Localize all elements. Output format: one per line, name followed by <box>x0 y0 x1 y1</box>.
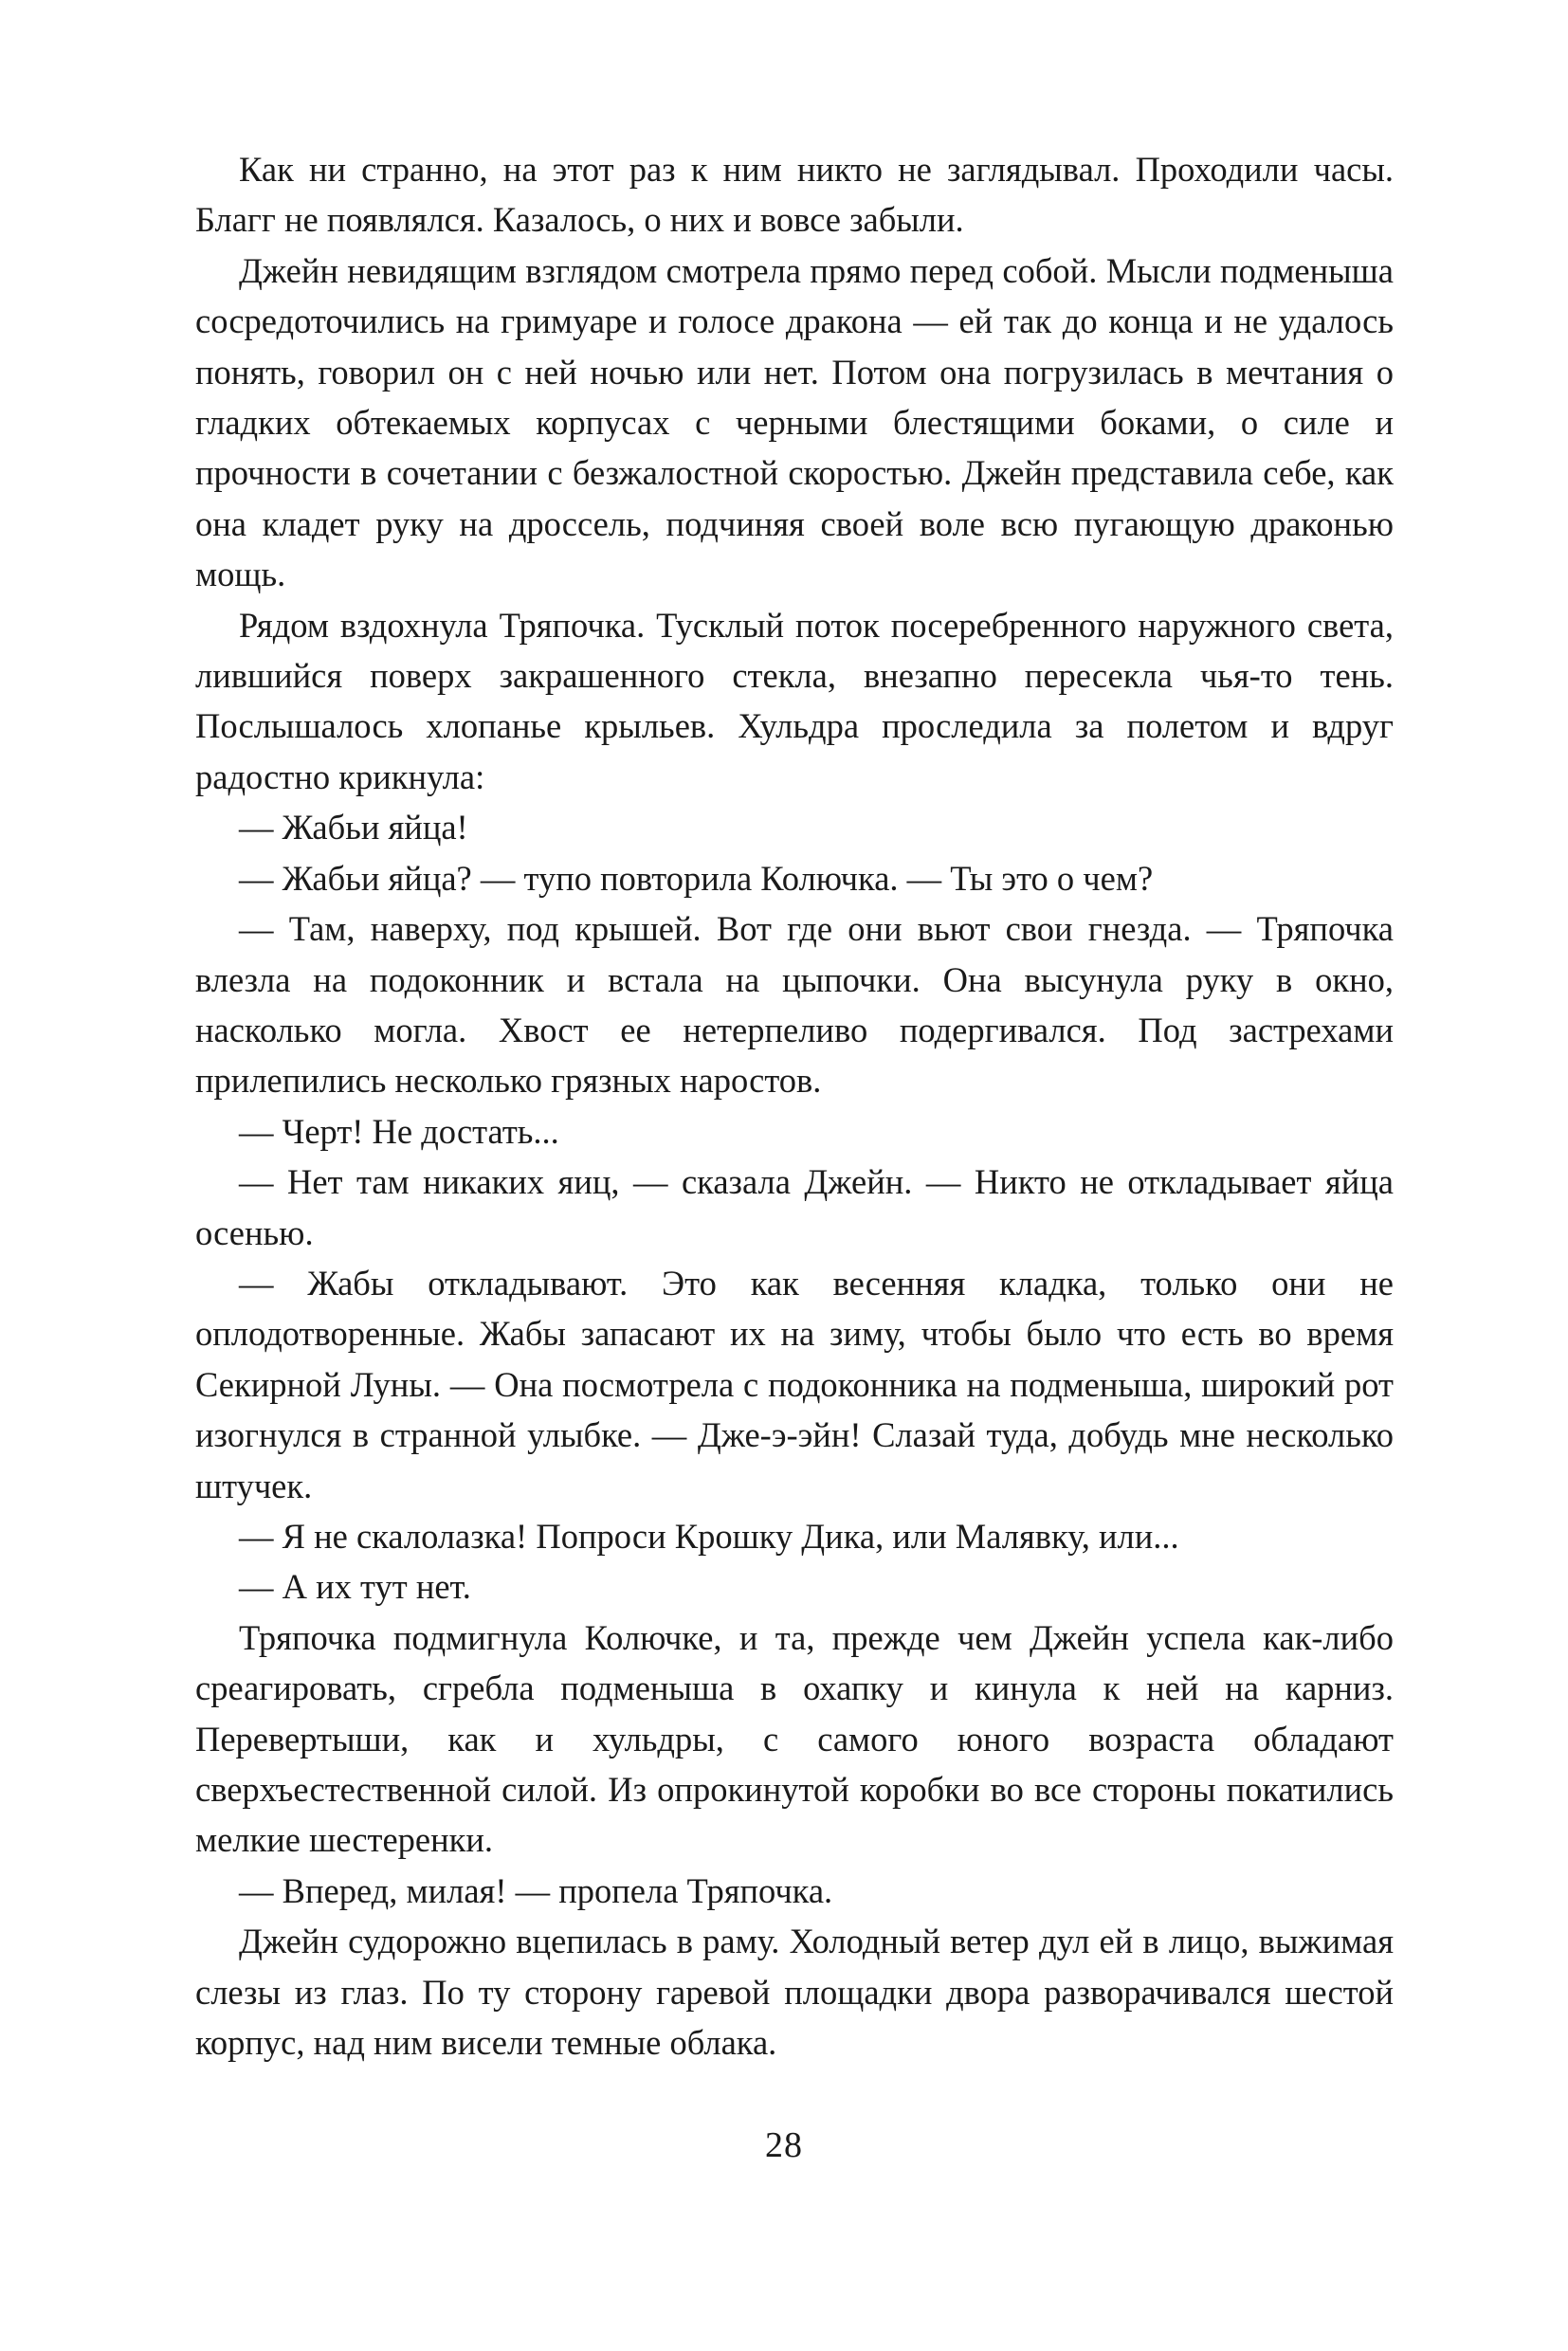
paragraph-2: Джейн невидящим взглядом смотрела прямо перед собой. Мысли подменыша сосредоточились на гримуаре и голосе дракона — ей так до конца и не удалось понять, говорил он с ней ночью или нет. Потом она погрузилась в мечтания о гладких обтекаемых корпусах с черными блестящими боками, о силе и прочности в сочетании с безжалостной скоростью. Джейн представила себе, как она кладет руку на дроссель, подчиняя своей воле всю пугающую драконью мощь. <box>195 250 1394 594</box>
dialogue-line-9: — Вперед, милая! — пропела Тряпочка. <box>239 1870 833 1910</box>
paragraph-5: Джейн судорожно вцепилась в раму. Холодный ветер дул ей в лицо, выжимая слезы из глаз. По ту сторону гаревой площадки двора разворачивался шестой корпус, над ним висели темные облака. <box>195 1922 1394 2063</box>
paragraph-1: Как ни странно, на этот раз к ним никто не заглядывал. Проходили часы. Благг не появлялся. Казалось, о них и вовсе забыли. <box>195 150 1394 240</box>
paragraph-3: Рядом вздохнула Тряпочка. Тусклый поток посеребренного наружного света, лившийся поверх закрашенного стекла, внезапно пересекла чья-то тень. Послышалось хлопанье крыльев. Хульдра проследила за полетом и вдруг радостно крикнула: <box>195 605 1394 796</box>
dialogue-line-5: — Нет там никаких яиц, — сказала Джейн. — Никто не откладывает яйца осенью. <box>195 1162 1394 1252</box>
page-number: 28 <box>765 2125 803 2165</box>
dialogue-line-1: — Жабьи яйца! <box>239 808 468 847</box>
dialogue-line-2: — Жабьи яйца? — тупо повторила Колючка. — Ты это о чем? <box>239 858 1154 898</box>
paragraph-4: Тряпочка подмигнула Колючке, и та, прежде чем Джейн успела как-либо среагировать, сгребла подменыша в охапку и кинула к ней на карниз. Перевертыши, как и хульдры, с самого юного возраста обладают сверхъестественной силой. Из опрокинутой коробки во все стороны покатились мелкие шестеренки. <box>195 1617 1394 1860</box>
dialogue-line-6: — Жабы откладывают. Это как весенняя кладка, только они не оплодотворенные. Жабы запасают их на зиму, чтобы было что есть во время Секирной Луны. — Она посмотрела с подоконника на подменыша, широкий рот изогнулся в странной улыбке. — Дже-э-эйн! Слазай туда, добудь мне несколько штучек. <box>195 1263 1394 1505</box>
page-body <box>195 144 1394 2068</box>
dialogue-line-7: — Я не скалолазка! Попроси Крошку Дика, или Малявку, или... <box>239 1516 1179 1556</box>
dialogue-line-3: — Там, наверху, под крышей. Вот где они вьют свои гнезда. — Тряпочка влезла на подоконник и встала на цыпочки. Она высунула руку в окно, насколько могла. Хвост ее нетерпеливо подергивался. Под застрехами прилепились несколько грязных наростов. <box>195 909 1394 1101</box>
dialogue-line-8: — А их тут нет. <box>239 1567 471 1607</box>
dialogue-line-4: — Черт! Не достать... <box>239 1111 559 1151</box>
